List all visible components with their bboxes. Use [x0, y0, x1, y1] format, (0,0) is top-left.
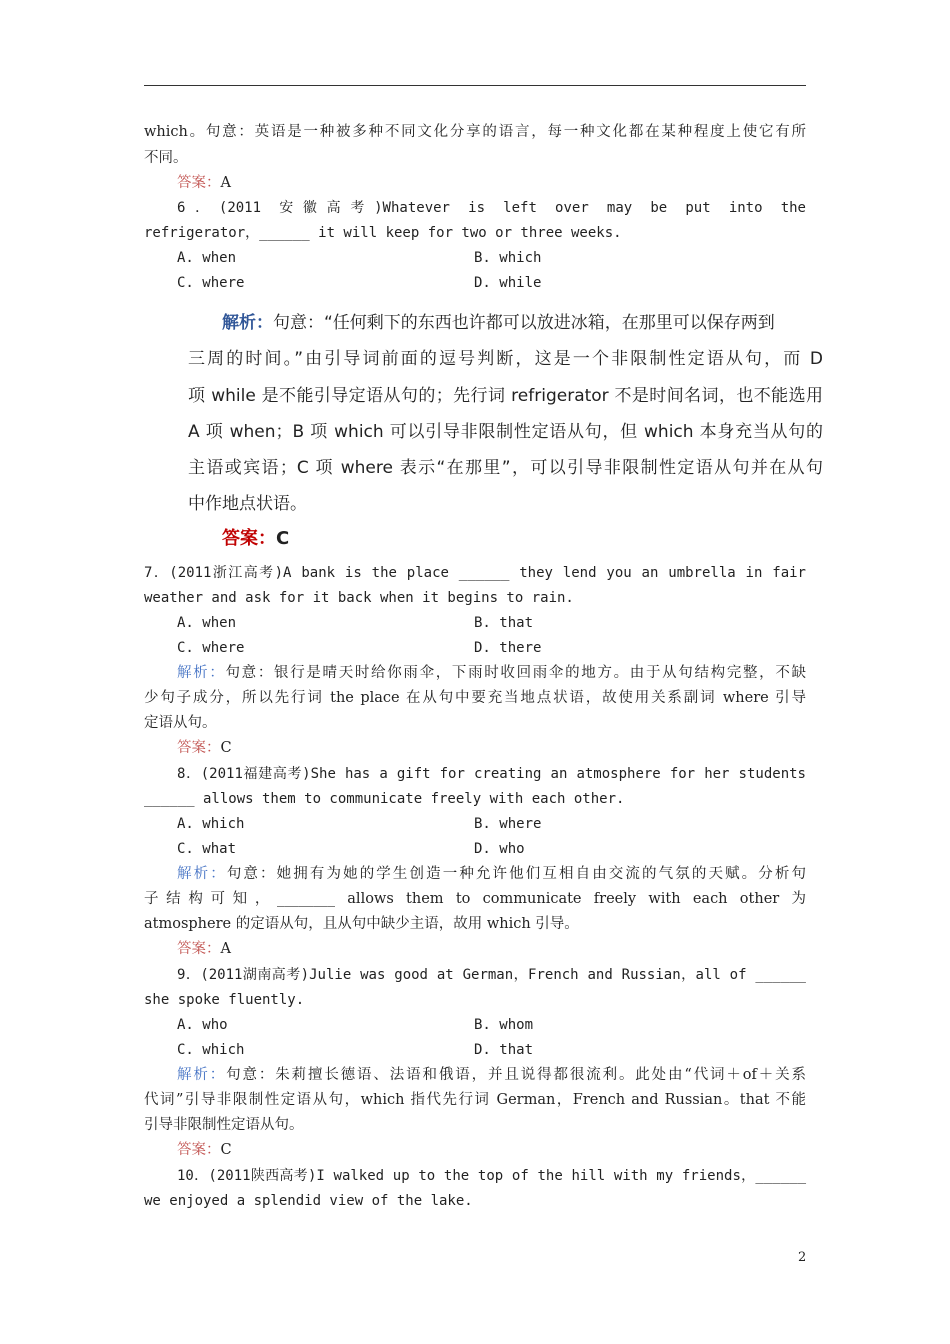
answer-value: C: [220, 740, 232, 756]
q5-answer: [177, 173, 231, 193]
q6-option-b: B. which: [474, 250, 542, 266]
analysis-label: 解析：: [177, 665, 226, 681]
answer-label: 答案：: [177, 1142, 221, 1158]
q6-analysis-line: [222, 312, 775, 334]
answer-label: 答案：: [177, 941, 221, 957]
analysis-text: 句意：银行是晴天时给你雨伞，下雨时收回雨伞的地方。由于从句结构完整，不缺: [225, 665, 806, 681]
q8-option-b: B. where: [474, 816, 542, 832]
header-rule: [144, 85, 806, 86]
q9-answer: [177, 1140, 232, 1160]
q8-stem-line: ______ allows them to communicate freely with each other.: [144, 791, 625, 807]
answer-value: A: [220, 941, 231, 957]
q9-stem-line: 9．(2011湖南高考)Julie was good at German，French and Russian，all of ______: [177, 967, 806, 983]
q6-analysis-line: 项 while 是不能引导定语从句的；先行词 refrigerator 不是时间名词，也不能选用: [188, 386, 823, 406]
analysis-text: 句意：朱莉擅长德语、法语和俄语，并且说得都很流利。此处由“代词＋of＋关系: [226, 1067, 806, 1083]
q9-option-a: A. who: [177, 1017, 228, 1033]
q6-stem-line: refrigerator，______ it will keep for two or three weeks.: [144, 225, 622, 241]
q9-option-d: D. that: [474, 1042, 534, 1058]
q5-explanation-line: which。句意：英语是一种被多种不同文化分享的语言，每一种文化都在某种程度上使它有所: [144, 124, 806, 140]
q6-analysis-line: 主语或宾语；C 项 where 表示“在那里”，可以引导非限制性定语从句并在从句: [188, 458, 823, 478]
q6-analysis-line: 三周的时间。”由引导词前面的逗号判断，这是一个非限制性定语从句，而 D: [188, 349, 823, 369]
analysis-text: 句意：她拥有为她的学生创造一种允许他们互相自由交流的气氛的天赋。分析句: [226, 866, 807, 882]
q7-option-a: A. when: [177, 615, 237, 631]
q5-explanation-line: 不同。: [144, 150, 188, 166]
q7-analysis-line: 少句子成分，所以先行词 the place 在从句中要充当地点状语，故使用关系副词 where 引导: [144, 690, 806, 706]
analysis-label: 解析：: [177, 1067, 227, 1083]
q9-option-b: B. whom: [474, 1017, 534, 1033]
q8-option-c: C. what: [177, 841, 237, 857]
analysis-text: 句意：“任何剩下的东西也许都可以放进冰箱，在那里可以保存两到: [273, 313, 775, 333]
q7-answer: [177, 738, 232, 758]
q8-option-d: D. who: [474, 841, 525, 857]
q8-answer: [177, 939, 231, 959]
q6-option-d: D. while: [474, 275, 542, 291]
q8-stem-line: 8．(2011福建高考)She has a gift for creating an atmosphere for her students: [177, 766, 806, 782]
q10-stem-line: 10．(2011陕西高考)I walked up to the top of the hill with my friends，______: [177, 1168, 806, 1184]
q6-stem-line: 6．(2011 安徽高考)Whatever is left over may be put into the: [177, 200, 806, 216]
q7-option-d: D. there: [474, 640, 542, 656]
answer-label: 答案：: [222, 528, 276, 549]
q6-option-c: C. where: [177, 275, 245, 291]
q6-analysis-line: A 项 when；B 项 which 可以引导非限制性定语从句，但 which 本身充当从句的: [188, 422, 823, 442]
q7-option-c: C. where: [177, 640, 245, 656]
answer-value: C: [220, 1142, 232, 1158]
q9-analysis-line: [177, 1065, 806, 1085]
q6-option-a: A. when: [177, 250, 237, 266]
q7-analysis-line: [177, 663, 806, 683]
q7-stem-line: 7．(2011浙江高考)A bank is the place ______ they lend you an umbrella in fair: [144, 565, 806, 581]
q9-analysis-line: 代词”引导非限制性定语从句，which 指代先行词 German，French and Russian。that 不能: [144, 1092, 806, 1108]
page-number: 2: [798, 1250, 807, 1265]
answer-value: A: [220, 175, 231, 191]
q9-option-c: C. which: [177, 1042, 245, 1058]
answer-value: C: [276, 528, 290, 549]
q8-analysis-line: atmosphere 的定语从句，且从句中缺少主语，故用 which 引导。: [144, 916, 579, 932]
q7-stem-line: weather and ask for it back when it begins to rain.: [144, 590, 574, 606]
q9-analysis-line: 引导非限制性定语从句。: [144, 1117, 304, 1133]
analysis-label: 解析：: [177, 866, 227, 882]
q7-analysis-line: 定语从句。: [144, 715, 217, 731]
answer-label: 答案：: [177, 740, 221, 756]
q8-analysis-line: [177, 864, 806, 884]
q7-option-b: B. that: [474, 615, 534, 631]
q8-analysis-line: 子结构可知，________ allows them to communicate freely with each other 为: [144, 891, 806, 907]
q9-stem-line: she spoke fluently.: [144, 992, 305, 1008]
answer-label: 答案：: [177, 175, 221, 191]
q6-answer: [222, 528, 289, 550]
q8-option-a: A. which: [177, 816, 245, 832]
analysis-label: 解析：: [222, 313, 273, 333]
q10-stem-line: we enjoyed a splendid view of the lake.: [144, 1193, 473, 1209]
q6-analysis-line: 中作地点状语。: [188, 494, 307, 514]
